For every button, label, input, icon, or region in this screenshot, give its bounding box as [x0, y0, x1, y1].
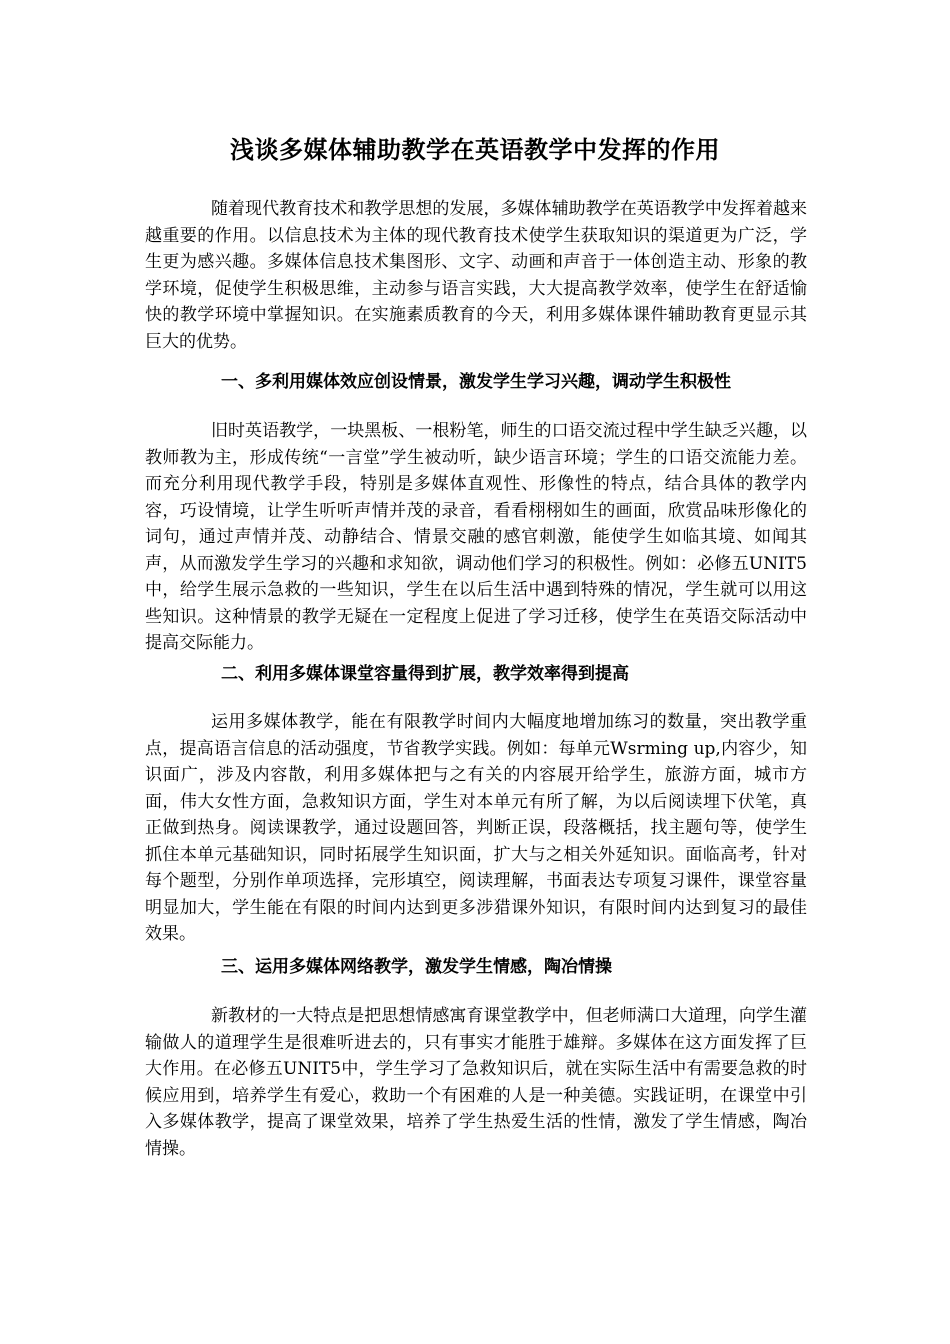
section-body-1: 旧时英语教学，一块黑板、一根粉笔，师生的口语交流过程中学生缺乏兴趣，以教师教为主，形成传统“一言堂”学生被动听，缺少语言环境；学生的口语交流能力差。而充分利用现代教学手段，特别是多媒体直观性、形像性的特点，结合具体的教学内容，巧设情境，让学生听听声情并茂的录音，看看栩栩如生的画面，欣赏品味形像化的词句，通过声情并茂、动静结合、情景交融的感官刺激，能使学生如临其境、如闻其声，从而激发学生学习的兴趣和求知欲，调动他们学习的积极性。例如：必修五UNIT5中，给学生展示急救的一些知识，学生在以后生活中遇到特殊的情况，学生就可以用这些知识。这种情景的教学无疑在一定程度上促进了学习迁移，使学生在英语交际活动中提高交际能力。 — [145, 421, 807, 653]
section-body-3: 新教材的一大特点是把思想情感寓育课堂教学中，但老师满口大道理，向学生灌输做人的道理学生是很难听进去的，只有事实才能胜于雄辩。多媒体在这方面发挥了巨大作用。在必修五UNIT5中，学生学习了急救知识后，就在实际生活中有需要急救的时候应用到，培养学生有爱心，救助一个有困难的人是一种美德。实践证明，在课堂中引入多媒体教学，提高了课堂效果，培养了学生热爱生活的性情，激发了学生情感，陶冶情操。 — [145, 1006, 807, 1159]
document-title: 浅谈多媒体辅助教学在英语教学中发挥的作用 — [230, 135, 720, 164]
section-heading-3: 三、运用多媒体网络教学，激发学生情感，陶冶情操 — [221, 957, 612, 977]
section-body-2: 运用多媒体教学，能在有限教学时间内大幅度地增加练习的数量，突出教学重点，提高语言信息的活动强度，节省教学实践。例如：每单元Wsrming up,内容少，知识面广，涉及内容散，利用多媒体把与之有关的内容展开给学生，旅游方面，城市方面，伟大女性方面，急救知识方面，学生对本单元有所了解，为以后阅读埋下伏笔，真正做到热身。阅读课教学，通过设题回答，判断正误，段落概括，找主题句等，使学生抓住本单元基础知识，同时拓展学生知识面，扩大与之相关外延知识。面临高考，针对每个题型，分别作单项选择，完形填空，阅读理解，书面表达专项复习课件，课堂容量明显加大，学生能在有限的时间内达到更多涉猎课外知识，有限时间内达到复习的最佳效果。 — [145, 712, 807, 944]
intro-paragraph: 随着现代教育技术和教学思想的发展，多媒体辅助教学在英语教学中发挥着越来越重要的作用。以信息技术为主体的现代教育技术使学生获取知识的渠道更为广泛，学生更为感兴趣。多媒体信息技术集图形、文字、动画和声音于一体创造主动、形象的教学环境，促使学生积极思维，主动参与语言实践，大大提高教学效率，使学生在舒适愉快的教学环境中掌握知识。在实施素质教育的今天，利用多媒体课件辅助教育更显示其巨大的优势。 — [145, 199, 807, 352]
section-heading-1: 一、多利用媒体效应创设情景，激发学生学习兴趣，调动学生积极性 — [221, 372, 731, 392]
section-heading-2: 二、利用多媒体课堂容量得到扩展，教学效率得到提高 — [221, 664, 629, 684]
